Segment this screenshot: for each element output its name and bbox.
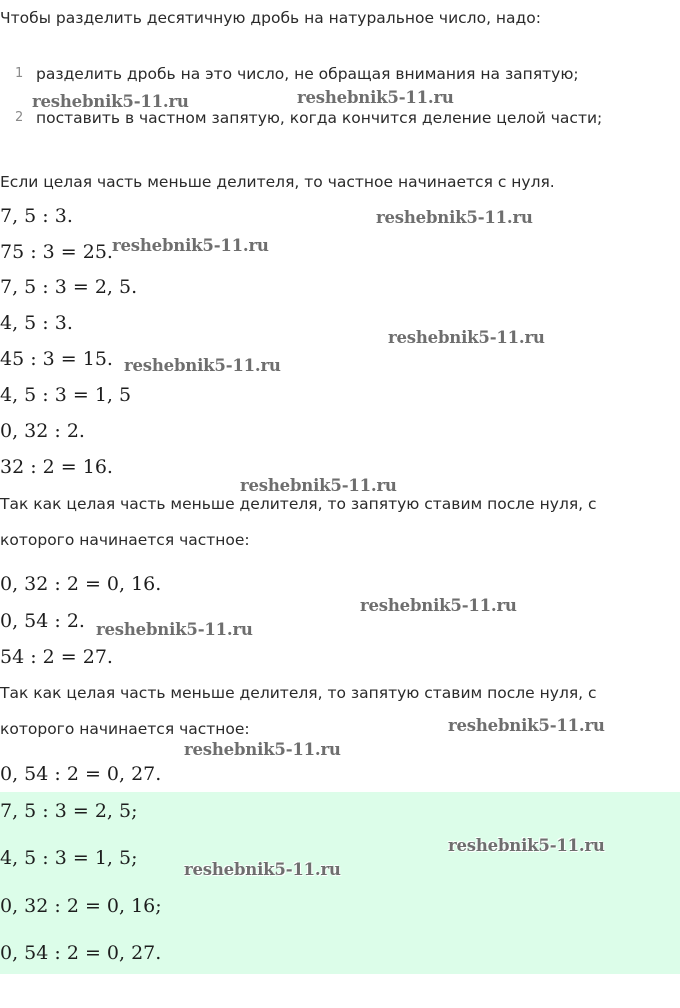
math-line: 54 : 2 = 27. xyxy=(0,646,113,668)
math-line: 32 : 2 = 16. xyxy=(0,456,113,478)
math-line: 7, 5 : 3. xyxy=(0,205,73,227)
list-number: 1 xyxy=(15,66,24,81)
watermark: reshebnik5-11.ru xyxy=(32,92,189,111)
math-line: 75 : 3 = 25. xyxy=(0,241,113,263)
watermark: reshebnik5-11.ru xyxy=(388,328,545,347)
watermark: reshebnik5-11.ru xyxy=(448,836,605,855)
math-line: 4, 5 : 3. xyxy=(0,312,73,334)
math-line: 4, 5 : 3 = 1, 5 xyxy=(0,384,132,406)
math-line: 0, 54 : 2. xyxy=(0,610,85,632)
explanation-text: Так как целая часть меньше делителя, то запятую ставим после нуля, с xyxy=(0,684,597,702)
watermark: reshebnik5-11.ru xyxy=(297,88,454,107)
answer-line: 0, 54 : 2 = 0, 27. xyxy=(0,942,162,964)
note-zero: Если целая часть меньше делителя, то частное начинается с нуля. xyxy=(0,173,555,191)
explanation-text: Так как целая часть меньше делителя, то запятую ставим после нуля, с xyxy=(0,495,597,513)
intro-text: Чтобы разделить десятичную дробь на натуральное число, надо: xyxy=(0,9,541,27)
watermark: reshebnik5-11.ru xyxy=(448,716,605,735)
answer-line: 4, 5 : 3 = 1, 5; xyxy=(0,847,138,869)
math-line: 7, 5 : 3 = 2, 5. xyxy=(0,276,138,298)
explanation-text: которого начинается частное: xyxy=(0,531,250,549)
watermark: reshebnik5-11.ru xyxy=(96,620,253,639)
list-item-text: разделить дробь на это число, не обращая внимания на запятую; xyxy=(36,65,579,83)
watermark: reshebnik5-11.ru xyxy=(376,208,533,227)
list-item-text: поставить в частном запятую, когда кончится деление целой части; xyxy=(36,109,603,127)
math-line: 45 : 3 = 15. xyxy=(0,348,113,370)
watermark: reshebnik5-11.ru xyxy=(184,860,341,879)
answer-line: 0, 32 : 2 = 0, 16; xyxy=(0,895,162,917)
watermark: reshebnik5-11.ru xyxy=(112,236,269,255)
watermark: reshebnik5-11.ru xyxy=(240,476,397,495)
answer-line: 7, 5 : 3 = 2, 5; xyxy=(0,800,138,822)
math-line: 0, 32 : 2. xyxy=(0,420,85,442)
watermark: reshebnik5-11.ru xyxy=(184,740,341,759)
watermark: reshebnik5-11.ru xyxy=(124,356,281,375)
math-line: 0, 32 : 2 = 0, 16. xyxy=(0,573,162,595)
list-number: 2 xyxy=(15,110,24,125)
explanation-text: которого начинается частное: xyxy=(0,720,250,738)
watermark: reshebnik5-11.ru xyxy=(360,596,517,615)
math-line: 0, 54 : 2 = 0, 27. xyxy=(0,763,162,785)
